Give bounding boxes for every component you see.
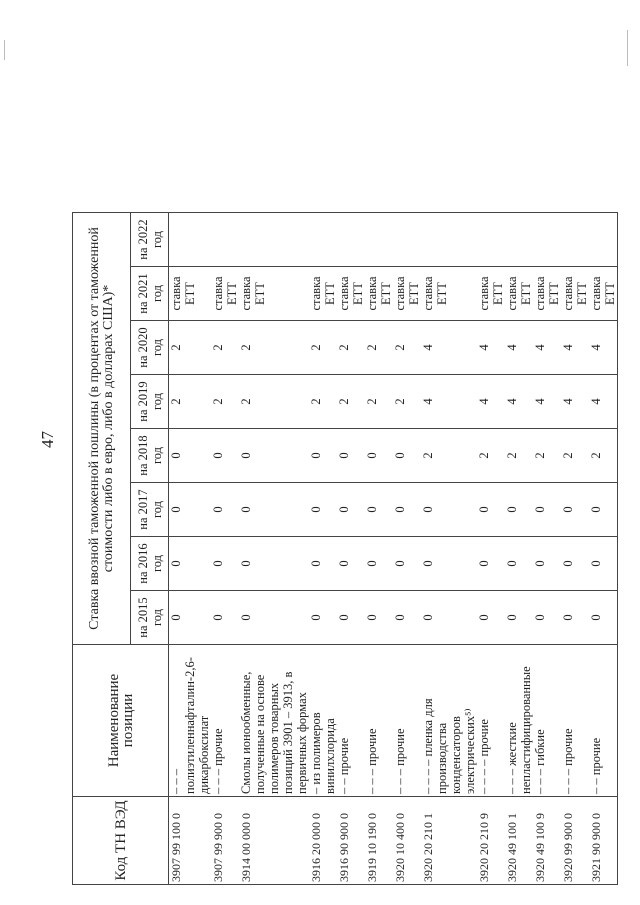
rate-cell: 0: [169, 483, 212, 537]
row-name: – из полимеров винилхлорида: [309, 645, 337, 797]
row-code: 3920 99 900 0: [561, 797, 589, 885]
header-year: на 2021 год: [131, 267, 169, 321]
rate-cell: 2: [589, 429, 618, 483]
rate-cell: 4: [589, 375, 618, 429]
rate-cell: 2: [169, 321, 212, 375]
rate-cell: 0: [239, 429, 309, 483]
table-row: [239, 213, 309, 885]
rate-cell: 2: [337, 375, 365, 429]
table-row: [393, 213, 421, 885]
row-code: 3916 90 900 0: [337, 797, 365, 885]
table-row: [589, 213, 618, 885]
rate-cell: 0: [589, 537, 618, 591]
rate-cell: 0: [337, 483, 365, 537]
rate-cell: 0: [365, 429, 393, 483]
table-row: [505, 213, 533, 885]
header-year: на 2015 год: [131, 591, 169, 645]
rate-cell: 2: [309, 321, 337, 375]
rate-cell: 0: [365, 537, 393, 591]
rate-cell: 0: [365, 483, 393, 537]
row-name: – – – гибкие: [533, 645, 561, 797]
scan-margin-mark: [627, 30, 628, 66]
rate-cell: 0: [561, 483, 589, 537]
scan-margin-mark: [4, 40, 5, 60]
rate-cell: 4: [561, 321, 589, 375]
rate-cell: 2: [169, 375, 212, 429]
rate-cell: 4: [477, 321, 505, 375]
rate-cell: 0: [211, 537, 239, 591]
row-code: 3920 49 100 9: [533, 797, 561, 885]
table-row: [365, 213, 393, 885]
rate-cell: 0: [561, 537, 589, 591]
table-row: [561, 213, 589, 885]
rate-cell: 0: [239, 483, 309, 537]
row-name: – – прочие: [337, 645, 365, 797]
rate-cell: 0: [533, 591, 561, 645]
rate-cell: 4: [505, 375, 533, 429]
row-name: Смолы ионообменные, полученные на основе полимеров товарных позиций 3901 – 3913, в первичных формах: [239, 645, 309, 797]
rate-cell: 0: [477, 483, 505, 537]
rate-cell: 0: [477, 591, 505, 645]
row-name: – – – жесткие непластифицированные: [505, 645, 533, 797]
rate-cell: 0: [211, 483, 239, 537]
rate-cell: ставка ЕТТ: [477, 267, 505, 321]
rate-cell: [239, 213, 309, 267]
rate-cell: ставка ЕТТ: [309, 267, 337, 321]
row-name: – – – прочие: [211, 645, 239, 797]
rate-cell: 0: [309, 429, 337, 483]
row-code: 3920 49 100 1: [505, 797, 533, 885]
row-code: 3907 99 900 0: [211, 797, 239, 885]
rate-cell: ставка ЕТТ: [505, 267, 533, 321]
rate-cell: 2: [211, 375, 239, 429]
rate-cell: 2: [365, 321, 393, 375]
table-row: [309, 213, 337, 885]
header-code: Код ТН ВЭД: [73, 797, 169, 885]
rotated-page: [72, 65, 617, 885]
rate-cell: 0: [337, 591, 365, 645]
rate-cell: [169, 213, 212, 267]
rate-cell: 0: [337, 429, 365, 483]
rate-cell: 2: [239, 375, 309, 429]
rate-cell: ставка ЕТТ: [337, 267, 365, 321]
row-name: – – – – пленка для производства конденсаторов электрических⁵⁾: [421, 645, 477, 797]
rate-cell: 2: [561, 429, 589, 483]
rate-cell: [505, 213, 533, 267]
rate-cell: 4: [533, 375, 561, 429]
rate-cell: 0: [505, 591, 533, 645]
rate-cell: 4: [421, 375, 477, 429]
rate-cell: 4: [505, 321, 533, 375]
table-row: [533, 213, 561, 885]
rate-cell: ставка ЕТТ: [533, 267, 561, 321]
rate-cell: [337, 213, 365, 267]
rate-cell: 0: [393, 429, 421, 483]
row-code: 3914 00 000 0: [239, 797, 309, 885]
rate-cell: 0: [533, 483, 561, 537]
rate-cell: 0: [505, 483, 533, 537]
rate-cell: 0: [589, 483, 618, 537]
rate-cell: 2: [393, 321, 421, 375]
rate-cell: 2: [421, 429, 477, 483]
rate-cell: [365, 213, 393, 267]
rate-cell: 0: [477, 537, 505, 591]
header-year: на 2016 год: [131, 537, 169, 591]
rate-cell: 0: [589, 591, 618, 645]
rate-cell: 2: [239, 321, 309, 375]
header-name: Наименование позиции: [73, 645, 169, 797]
header-year: на 2019 год: [131, 375, 169, 429]
rate-cell: 0: [393, 537, 421, 591]
row-code: 3920 20 210 9: [477, 797, 505, 885]
rate-cell: [421, 213, 477, 267]
row-name: – – – прочие: [365, 645, 393, 797]
rate-cell: 0: [211, 591, 239, 645]
rate-cell: 0: [421, 537, 477, 591]
rate-cell: [533, 213, 561, 267]
rate-cell: 0: [393, 591, 421, 645]
rate-cell: [589, 213, 618, 267]
row-code: 3921 90 900 0: [589, 797, 618, 885]
row-name: – – – полиэтиленнафталин-2,6-дикарбоксилат: [169, 645, 212, 797]
row-name: – – – – прочие: [477, 645, 505, 797]
rate-cell: 4: [421, 321, 477, 375]
rate-cell: 4: [561, 375, 589, 429]
rate-cell: 0: [239, 537, 309, 591]
rate-cell: 0: [393, 483, 421, 537]
row-code: 3919 10 190 0: [365, 797, 393, 885]
rate-cell: 0: [169, 429, 212, 483]
rate-cell: 0: [337, 537, 365, 591]
rate-cell: 2: [309, 375, 337, 429]
rate-cell: [211, 213, 239, 267]
rate-cell: [477, 213, 505, 267]
tariff-table: [72, 212, 618, 885]
row-name: – – – прочие: [561, 645, 589, 797]
rate-cell: 0: [533, 537, 561, 591]
rate-cell: 2: [337, 321, 365, 375]
rate-cell: ставка ЕТТ: [393, 267, 421, 321]
row-code: 3920 20 210 1: [421, 797, 477, 885]
rate-cell: 4: [477, 375, 505, 429]
table-row: [211, 213, 239, 885]
rate-cell: 0: [505, 537, 533, 591]
rate-cell: 0: [309, 483, 337, 537]
header-year: на 2017 год: [131, 483, 169, 537]
rate-cell: 4: [533, 321, 561, 375]
rate-cell: 0: [309, 537, 337, 591]
rate-cell: [561, 213, 589, 267]
rate-cell: 2: [365, 375, 393, 429]
rate-cell: 4: [589, 321, 618, 375]
table-row: [421, 213, 477, 885]
rate-cell: 0: [561, 591, 589, 645]
rate-cell: 0: [239, 591, 309, 645]
rate-cell: 0: [421, 483, 477, 537]
rate-cell: ставка ЕТТ: [239, 267, 309, 321]
rate-cell: 2: [393, 375, 421, 429]
rate-cell: 0: [365, 591, 393, 645]
row-code: 3907 99 100 0: [169, 797, 212, 885]
rate-cell: ставка ЕТТ: [589, 267, 618, 321]
rate-cell: ставка ЕТТ: [169, 267, 212, 321]
header-year: на 2020 год: [131, 321, 169, 375]
rate-cell: [309, 213, 337, 267]
table-row: [169, 213, 212, 885]
table-row: [477, 213, 505, 885]
rate-cell: 2: [533, 429, 561, 483]
page-number: 47: [38, 431, 57, 448]
rate-cell: 0: [211, 429, 239, 483]
header-year: на 2022 год: [131, 213, 169, 267]
rate-cell: ставка ЕТТ: [421, 267, 477, 321]
rate-cell: ставка ЕТТ: [211, 267, 239, 321]
row-code: 3920 10 400 0: [393, 797, 421, 885]
rate-cell: 2: [477, 429, 505, 483]
rate-cell: 0: [169, 537, 212, 591]
rate-cell: 2: [211, 321, 239, 375]
rate-cell: 2: [505, 429, 533, 483]
rate-cell: [393, 213, 421, 267]
row-name: – – – прочие: [393, 645, 421, 797]
rate-cell: 0: [309, 591, 337, 645]
table-row: [337, 213, 365, 885]
header-rate-group: Ставка ввозной таможенной пошлины (в процентах от таможенной стоимости либо в евро, либо в долларах США)*: [73, 213, 131, 645]
rate-cell: ставка ЕТТ: [365, 267, 393, 321]
header-year: на 2018 год: [131, 429, 169, 483]
row-name: – – прочие: [589, 645, 618, 797]
row-code: 3916 20 000 0: [309, 797, 337, 885]
rate-cell: ставка ЕТТ: [561, 267, 589, 321]
rate-cell: 0: [169, 591, 212, 645]
rate-cell: 0: [421, 591, 477, 645]
